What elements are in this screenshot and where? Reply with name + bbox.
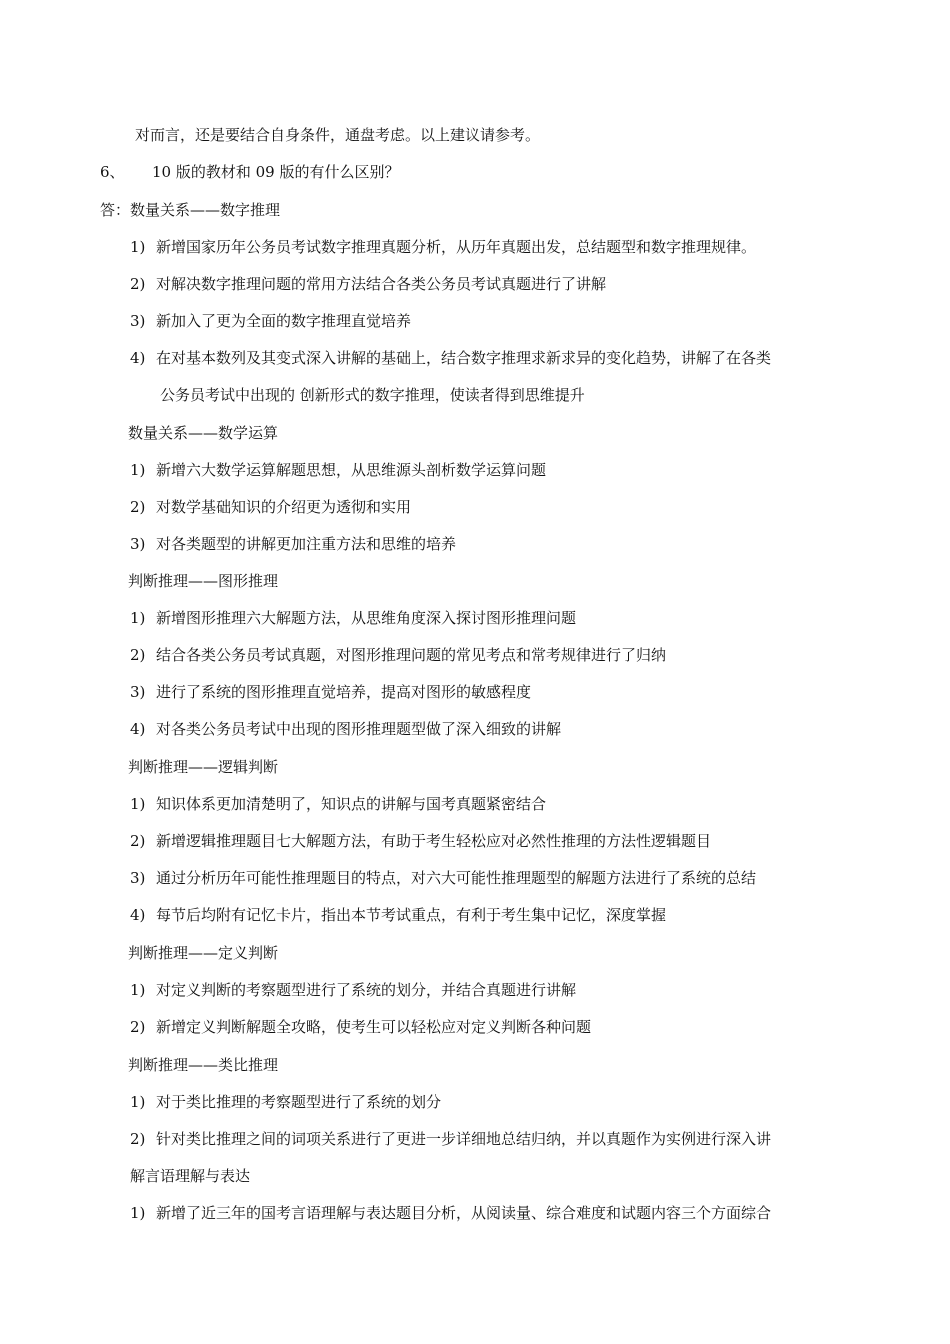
list-item-number: 4) [130,906,146,924]
list-item-number: 2) [130,832,146,850]
list-item-number: 2) [130,646,146,664]
list-item-number: 1) [130,795,146,813]
list-item-continuation: 解言语理解与表达 [130,1167,251,1185]
list-item-text: 结合各类公务员考试真题，对图形推理问题的常见考点和常考规律进行了归纳 [156,646,667,664]
list-item [130,1092,441,1112]
list-item-text: 通过分析历年可能性推理题目的特点，对六大可能性推理题型的解题方法进行了系统的总结 [156,869,757,887]
list-item-number: 1) [130,609,146,627]
list-item-number: 3) [130,683,146,701]
section-title: 数量关系——数字推理 [130,201,281,219]
list-item [130,534,456,554]
section-title: 判断推理——逻辑判断 [128,758,279,776]
list-item-number: 1) [130,1204,146,1222]
list-item-text: 对解决数字推理问题的常用方法结合各类公务员考试真题进行了讲解 [156,275,607,293]
list-item [130,1203,771,1223]
list-item-text: 对数学基础知识的介绍更为透彻和实用 [156,498,412,516]
intro-tail-paragraph: 对而言，还是要结合自身条件，通盘考虑。以上建议请参考。 [135,126,541,144]
list-item-text: 进行了系统的图形推理直觉培养，提高对图形的敏感程度 [156,683,532,701]
list-item [130,311,411,331]
list-item-number: 3) [130,312,146,330]
list-item-continuation: 公务员考试中出现的 创新形式的数字推理，使读者得到思维提升 [160,386,585,404]
list-item-text: 新增逻辑推理题目七大解题方法，有助于考生轻松应对必然性推理的方法性逻辑题目 [156,832,712,850]
list-item [130,608,576,628]
list-item-number: 4) [130,720,146,738]
list-item-number: 1) [130,981,146,999]
list-item-text: 针对类比推理之间的词项关系进行了更进一步详细地总结归纳，并以真题作为实例进行深入讲 [156,1130,772,1148]
list-item [130,460,546,480]
section-title: 判断推理——类比推理 [128,1056,279,1074]
list-item-text: 新增图形推理六大解题方法，从思维角度深入探讨图形推理问题 [156,609,577,627]
list-item-number: 3) [130,535,146,553]
list-item-number: 2) [130,498,146,516]
list-item-text: 新增国家历年公务员考试数字推理真题分析，从历年真题出发，总结题型和数字推理规律。 [156,238,757,256]
list-item-text: 新增了近三年的国考言语理解与表达题目分析，从阅读量、综合难度和试题内容三个方面综合 [156,1204,772,1222]
list-item-text: 对各类题型的讲解更加注重方法和思维的培养 [156,535,457,553]
section-title: 判断推理——定义判断 [128,944,279,962]
list-item [130,831,711,851]
list-item-number: 2) [130,1130,146,1148]
question-number: 6、 [100,163,125,181]
list-item-number: 3) [130,869,146,887]
list-item-text: 在对基本数列及其变式深入讲解的基础上，结合数字推理求新求异的变化趋势，讲解了在各类 [156,349,772,367]
list-item [130,719,561,739]
list-item [130,497,411,517]
section-title: 判断推理——图形推理 [128,572,279,590]
list-item-number: 2) [130,1018,146,1036]
list-item [130,645,666,665]
list-item-number: 4) [130,349,146,367]
list-item [130,1017,591,1037]
list-item-text: 知识体系更加清楚明了，知识点的讲解与国考真题紧密结合 [156,795,547,813]
list-item [130,905,666,925]
list-item-text: 新增定义判断解题全攻略，使考生可以轻松应对定义判断各种问题 [156,1018,592,1036]
list-item-number: 1) [130,238,146,256]
list-item-number: 1) [130,1093,146,1111]
list-item-text: 对于类比推理的考察题型进行了系统的划分 [156,1093,442,1111]
question-heading [100,162,399,182]
list-item-number: 2) [130,275,146,293]
list-item [130,980,576,1000]
list-item [130,1129,771,1149]
list-item [130,868,756,888]
answer-prefix: 答： [100,201,131,219]
list-item-number: 1) [130,461,146,479]
list-item [130,348,771,368]
section-title: 数量关系——数学运算 [128,424,279,442]
list-item-text: 新增六大数学运算解题思想，从思维源头剖析数学运算问题 [156,461,547,479]
question-text: 10 版的教材和 09 版的有什么区别？ [152,163,400,181]
list-item [130,237,756,257]
list-item [130,682,531,702]
list-item-text: 对各类公务员考试中出现的图形推理题型做了深入细致的讲解 [156,720,562,738]
list-item-text: 对定义判断的考察题型进行了系统的划分，并结合真题进行讲解 [156,981,577,999]
answer-line [100,200,280,220]
list-item [130,274,606,294]
list-item-text: 新加入了更为全面的数字推理直觉培养 [156,312,412,330]
list-item-text: 每节后均附有记忆卡片，指出本节考试重点，有利于考生集中记忆，深度掌握 [156,906,667,924]
list-item [130,794,546,814]
